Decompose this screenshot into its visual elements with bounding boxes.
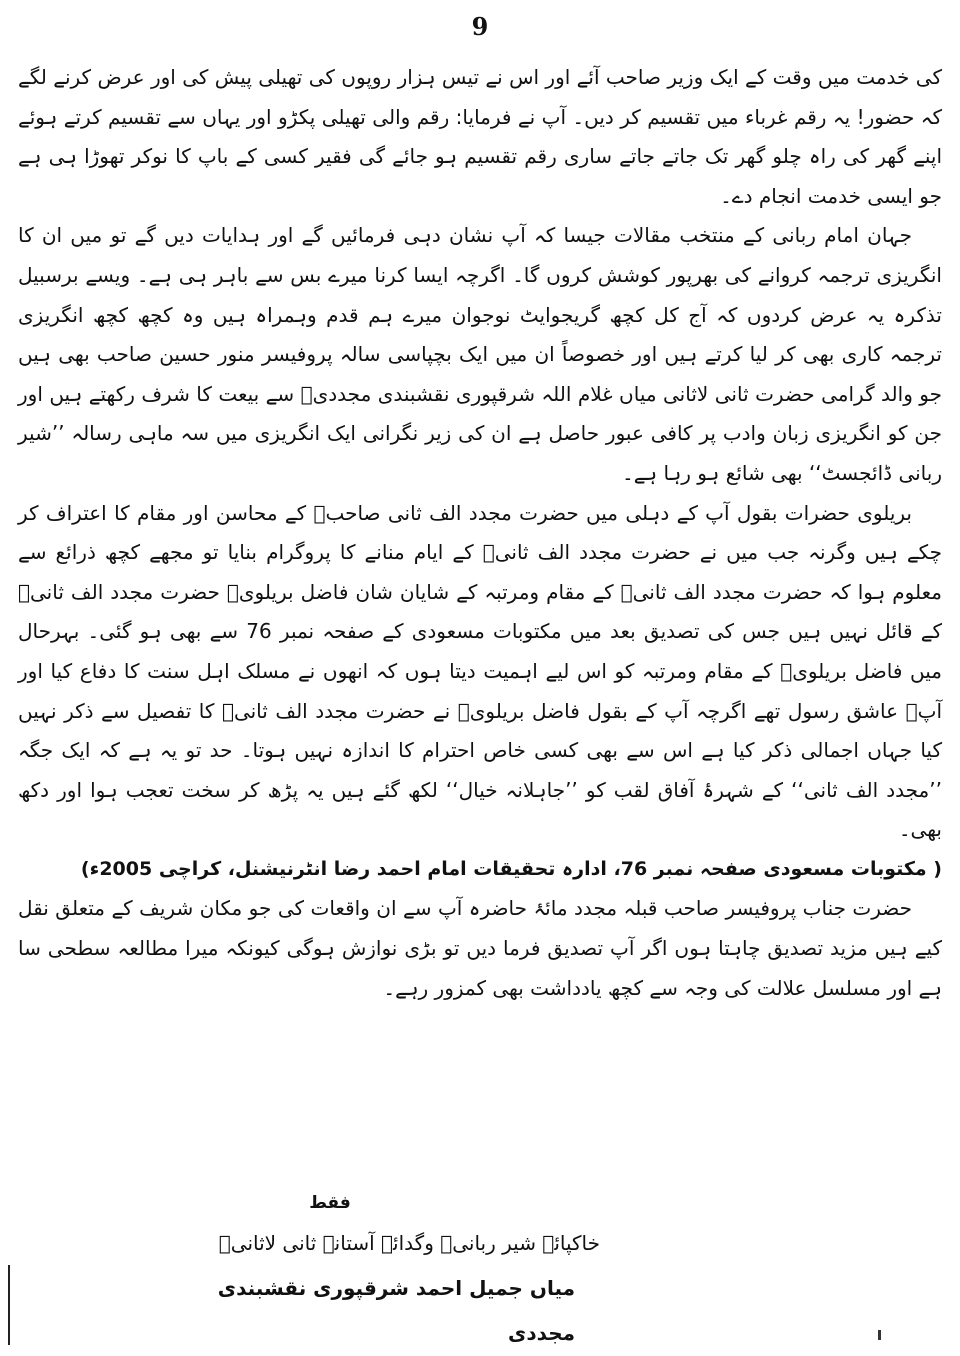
- scan-edge-mark: [8, 1265, 10, 1345]
- paragraph-4: حضرت جناب پروفیسر صاحب قبلہ مجدد مائۂ حاضرہ آپ سے ان واقعات کی جو مکان شریف کے متعلق نقل کیے ہیں مزید تصدیق چاہتا ہوں اگر آپ تصدیق فرما دیں تو بڑی نوازش ہوگی کیونکہ میرا مطالعہ سطحی سا ہے اور مسلسل علالت کی وجہ سے کچھ یادداشت بھی کمزور رہے۔: [18, 896, 942, 1000]
- article-body: [18, 58, 942, 1008]
- scan-speck: [878, 1330, 881, 1340]
- signature-block: [150, 1185, 600, 1356]
- signature-name: میاں جمیل احمد شرقپوری نقشبندی مجددی: [217, 1276, 575, 1345]
- citation: ( مکتوبات مسعودی صفحہ نمبر 76، ادارہ تحقیقات امام احمد رضا انٹرنیشنل، کراچی 2005ء): [80, 857, 942, 880]
- signature-title: خاکپائے شیر ربانیؒ وگدائے آستانہ ثانی لاثانیؒ: [218, 1231, 600, 1255]
- closing-word: فقط: [309, 1193, 351, 1213]
- page-number: 9: [471, 12, 489, 41]
- paragraph-2: جہان امام ربانی کے منتخب مقالات جیسا کہ آپ نشان دہی فرمائیں گے اور ہدایات دیں گے تو میں ان کا انگریزی ترجمہ کروانے کی بھرپور کوشش کروں گا۔ اگرچہ ایسا کرنا میرے بس سے باہر ہی ہے۔ ویسے برسبیل تذکرہ یہ عرض کردوں کہ آج کل کچھ گریجوایٹ نوجوان میرے ہم قدم وہمراہ ہیں وہ کچھ کچھ انگریزی ترجمہ کاری بھی کر لیا کرتے ہیں اور خصوصاً ان میں ایک بچپاسی سالہ پروفیسر منور حسین صاحب بھی ہیں جو والد گرامی حضرت ثانی لاثانی میاں غلام اللہ شرقپوری نقشبندی مجددیؒ سے بیعت کا شرف رکھتے ہیں اور جن کو انگریزی زبان وادب پر کافی عبور حاصل ہے ان کی زیر نگرانی ایک انگریزی میں سہ ماہی رسالہ ’’شیر ربانی ڈائجسٹ‘‘ بھی شائع ہو رہا ہے۔: [18, 223, 942, 485]
- paragraph-1: کی خدمت میں وقت کے ایک وزیر صاحب آئے اور اس نے تیس ہزار روپوں کی تھیلی پیش کی اور عرض کرنے لگے کہ حضور! یہ رقم غرباء میں تقسیم کر دیں۔ آپ نے فرمایا: رقم والی تھیلی پکڑو اور یہاں سے تقسیم کرتے ہوئے اپنے گھر کی راہ چلو گھر تک جاتے جاتے ساری رقم تقسیم ہو جائے گی فقیر کسی کے باپ کا نوکر تھوڑا ہی ہے جو ایسی خدمت انجام دے۔: [18, 65, 942, 208]
- paragraph-3: بریلوی حضرات بقول آپ کے دہلی میں حضرت مجدد الف ثانی صاحبؒ کے محاسن اور مقام کا اعتراف کر چکے ہیں وگرنہ جب میں نے حضرت مجدد الف ثانیؒ کے ایام منانے کا پروگرام بنایا تو مجھے کچھ ذرائع سے معلوم ہوا کہ حضرت مجدد الف ثانیؒ کے مقام ومرتبہ کے شایان شان فاضل بریلویؒ حضرت مجدد الف ثانیؒ کے قائل نہیں ہیں جس کی تصدیق بعد میں مکتوبات مسعودی کے صفحہ نمبر 76 سے بھی ہو گئی۔ بہرحال میں فاضل بریلویؒ کے مقام ومرتبہ کو اس لیے اہمیت دیتا ہوں کہ انھوں نے مسلک اہل سنت کا دفاع کیا اور آپؒ عاشق رسول تھے اگرچہ آپ کے بقول فاضل بریلویؒ نے حضرت مجدد الف ثانیؒ کا تفصیل سے ذکر نہیں کیا جہاں اجمالی ذکر کیا ہے اس سے بھی کسی خاص احترام کا اندازہ نہیں ہوتا۔ حد تو یہ ہے کہ ایک جگہ ’’مجدد الف ثانی‘‘ کے شہرۂ آفاق لقب کو ’’جاہلانہ خیال‘‘ لکھ گئے ہیں یہ پڑھ کر سخت تعجب ہوا اور دکھ بھی۔: [18, 500, 942, 842]
